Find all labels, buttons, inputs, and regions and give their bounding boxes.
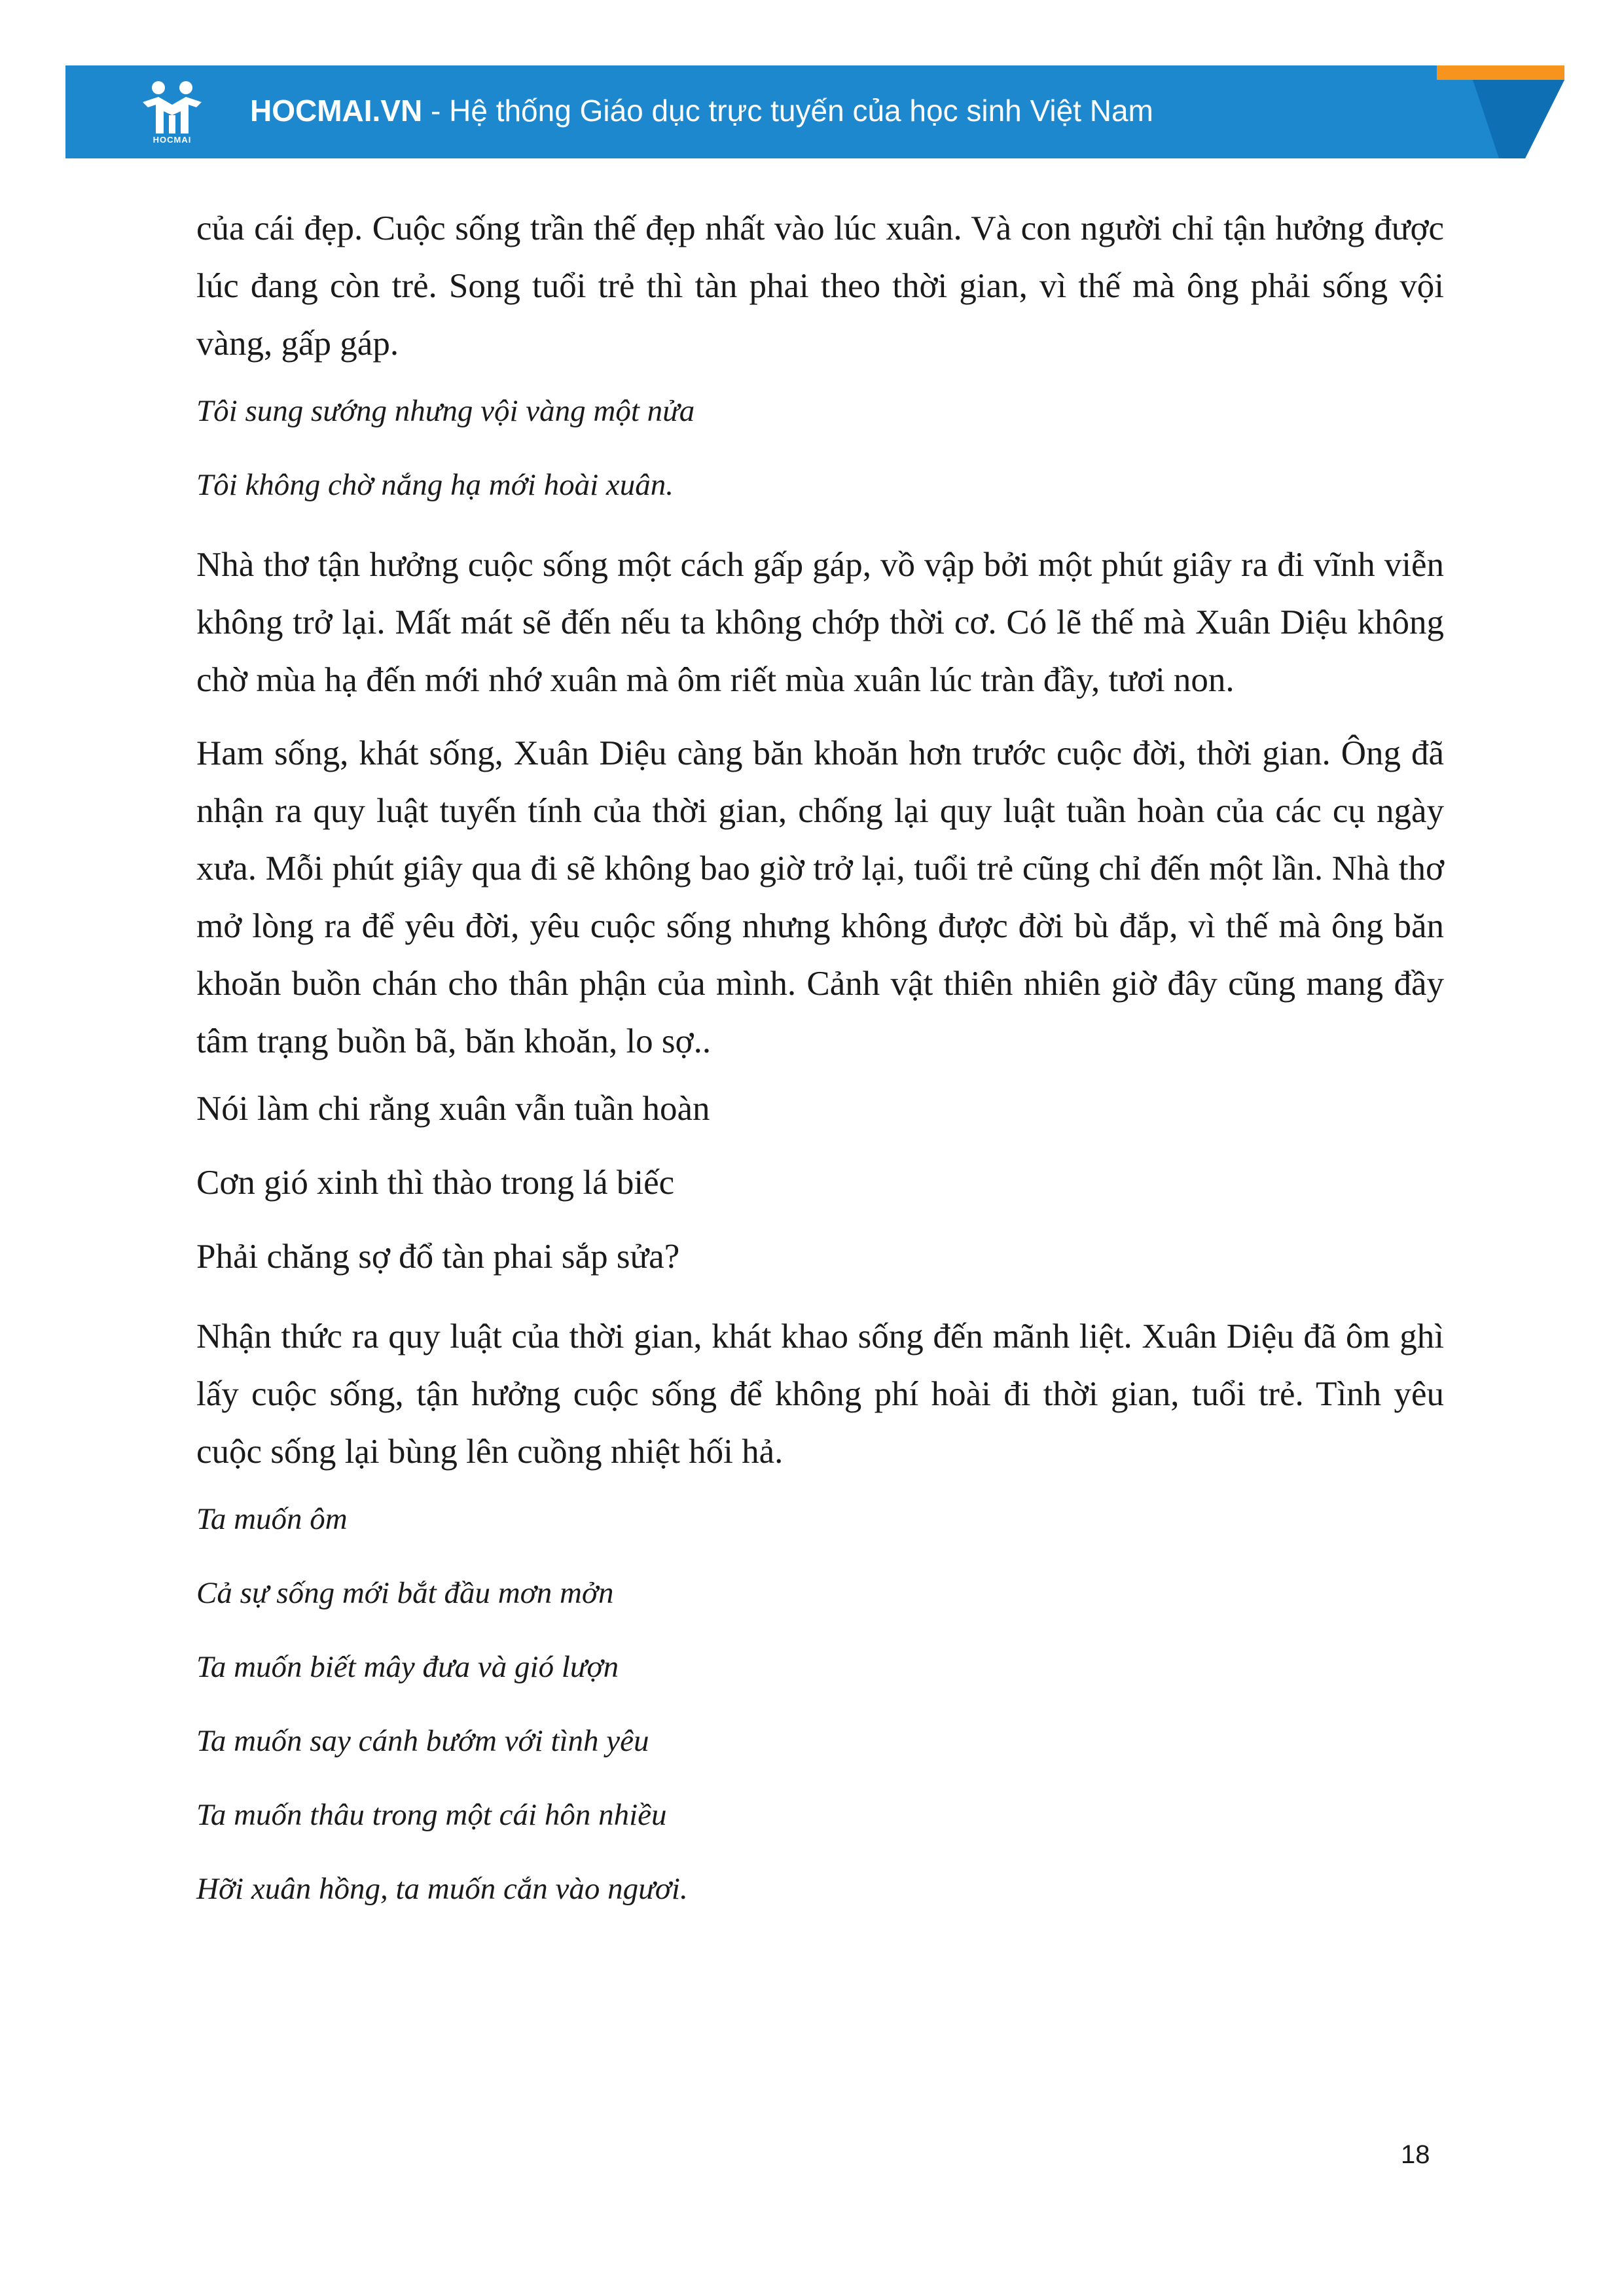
verse-line-1: Tôi sung sướng nhưng vội vàng một nửa (196, 394, 695, 428)
verse-line-9: Ta muốn say cánh bướm với tình yêu (196, 1724, 649, 1758)
logo-text: HOCMAI (153, 135, 192, 145)
verse-line-3: Nói làm chi rằng xuân vẫn tuần hoàn (196, 1090, 710, 1128)
verse-line-4: Cơn gió xinh thì thào trong lá biếc (196, 1164, 675, 1202)
page-header (65, 65, 1564, 158)
document-body (196, 200, 1444, 1940)
header-title (250, 93, 1153, 128)
paragraph-4: Nhận thức ra quy luật của thời gian, khát khao sống đến mãnh liệt. Xuân Diệu đã ôm ghì lấy cuộc sống, tận hưởng cuộc sống để không phí hoài đi thời gian, tuổi trẻ. Tình yêu cuộc sống lại bùng lên cuồng nhiệt hối hả. (196, 1318, 1444, 1471)
hocmai-logo (136, 79, 208, 147)
paragraph-3: Ham sống, khát sống, Xuân Diệu càng băn khoăn hơn trước cuộc đời, thời gian. Ông đã nhận ra quy luật tuyến tính của thời gian, chống lại quy luật tuần hoàn của các cụ ngày xưa. Mỗi phút giây qua đi sẽ không bao giờ trở lại, tuổi trẻ cũng chỉ đến một lần. Nhà thơ mở lòng ra để yêu đời, yêu cuộc sống nhưng không được đời bù đắp, vì thế mà ông băn khoăn buồn chán cho thân phận của mình. Cảnh vật thiên nhiên giờ đây cũng mang đầy tâm trạng buồn bã, băn khoăn, lo sợ.. (196, 734, 1444, 1060)
header-tagline: - Hệ thống Giáo dục trực tuyến của học sinh Việt Nam (422, 94, 1153, 128)
page-number: 18 (1401, 2140, 1430, 2169)
verse-line-6: Ta muốn ôm (196, 1502, 348, 1536)
paragraph-1: của cái đẹp. Cuộc sống trần thế đẹp nhất vào lúc xuân. Và con người chỉ tận hưởng được lúc đang còn trẻ. Song tuổi trẻ thì tàn phai theo thời gian, vì thế mà ông phải sống vội vàng, gấp gáp. (196, 209, 1444, 363)
verse-line-5: Phải chăng sợ đổ tàn phai sắp sửa? (196, 1238, 680, 1276)
header-brand: HOCMAI.VN (250, 94, 423, 128)
paragraph-2: Nhà thơ tận hưởng cuộc sống một cách gấp gáp, vồ vập bởi một phút giây ra đi vĩnh viễn không trở lại. Mất mát sẽ đến nếu ta không chớp thời cơ. Có lẽ thế mà Xuân Diệu không chờ mùa hạ đến mới nhớ xuân mà ôm riết mùa xuân lúc tràn đầy, tươi non. (196, 546, 1444, 699)
verse-line-2: Tôi không chờ nắng hạ mới hoài xuân. (196, 468, 674, 502)
verse-line-10: Ta muốn thâu trong một cái hôn nhiều (196, 1798, 667, 1832)
logo-figures-icon (136, 79, 208, 136)
verse-line-11: Hỡi xuân hồng, ta muốn cắn vào ngươi. (196, 1872, 688, 1906)
verse-line-7: Cả sự sống mới bắt đầu mơn mởn (196, 1576, 614, 1610)
verse-line-8: Ta muốn biết mây đưa và gió lượn (196, 1650, 619, 1684)
